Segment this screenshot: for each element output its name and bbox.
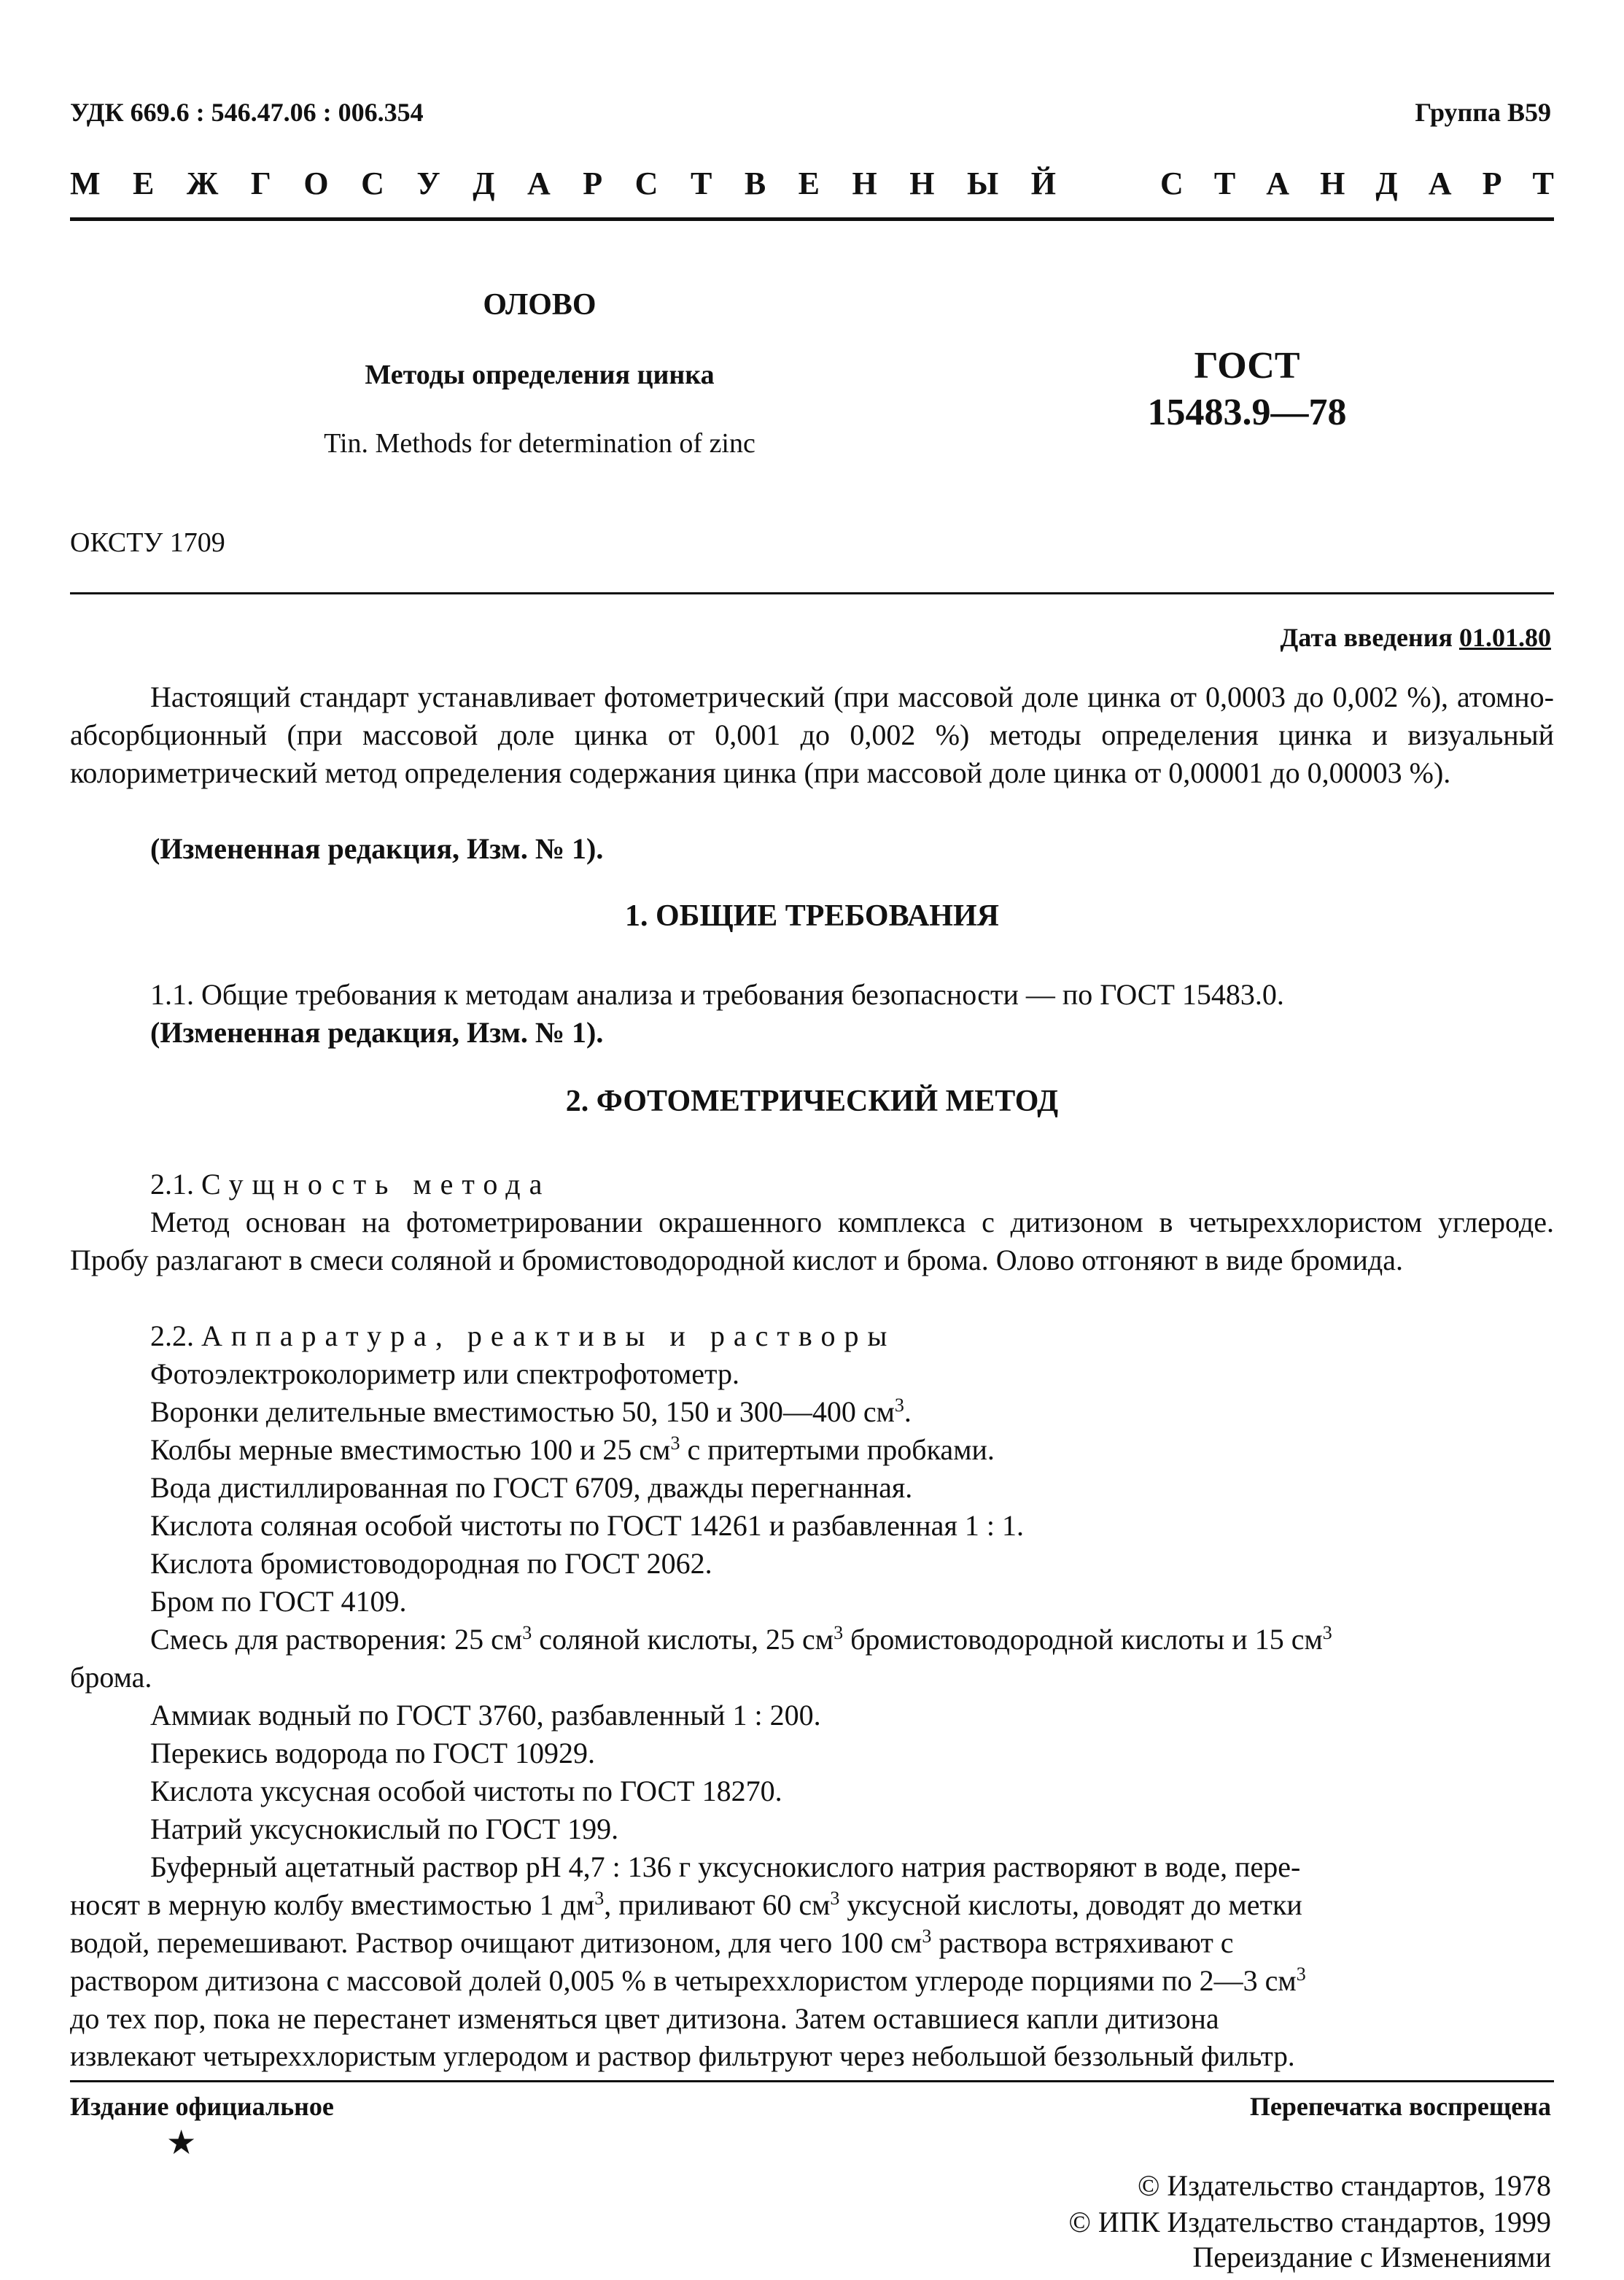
- banner-word-standard: [1160, 165, 1554, 203]
- banner-letter: Е: [798, 166, 820, 201]
- banner-letter: Н: [1320, 166, 1345, 201]
- banner-letter: В: [744, 166, 766, 201]
- clause-2-1-text: Метод основан на фотометрировании окрашенного комплекса с дитизоном в четыреххлористом углероде. Пробу разлагают в смеси соляной и бромистоводородной кислот и брома. Олово отгоняют в виде бромида.: [70, 1206, 1554, 1276]
- section-1-heading: 1. ОБЩИЕ ТРЕБОВАНИЯ: [625, 899, 999, 933]
- banner-letter: А: [527, 166, 551, 201]
- intro-paragraph: Настоящий стандарт устанавливает фотометрический (при массовой доле цинка от 0,0003 до 0,002 %), атомно-абсорбционный (при массовой доле цинка от 0,001 до 0,002 %) методы определения цинка и визуальный колориметрический метод определения содержания цинка (при массовой доле цинка от 0,00001 до 0,00003 %).: [70, 680, 1554, 789]
- banner-letter: У: [416, 166, 440, 201]
- clause-1-1: 1.1. Общие требования к методам анализа и требования безопасности — по ГОСТ 15483.0.: [150, 978, 1284, 1011]
- banner-letter: А: [1266, 166, 1290, 201]
- banner-letter: Й: [1030, 166, 1056, 201]
- title-rule: [70, 592, 1554, 594]
- banner-word-interstate: [70, 165, 1056, 203]
- banner-letter: С: [361, 166, 384, 201]
- buffer-line: водой, перемешивают. Раствор очищают дитизоном, для чего 100 $см^3$ раствора встряхивают с: [70, 1926, 1234, 1959]
- banner-letter: Т: [1532, 166, 1554, 201]
- list-item: Фотоэлектроколориметр или спектрофотометр.: [150, 1357, 740, 1390]
- banner-letter: А: [1428, 166, 1452, 201]
- star-icon: ★: [166, 2124, 197, 2161]
- clause-2-1-heading: [150, 1166, 551, 1203]
- list-item: Натрий уксуснокислый по ГОСТ 199.: [150, 1812, 619, 1845]
- footer-rule: [70, 2080, 1554, 2082]
- list-item-continuation: брома.: [70, 1661, 152, 1694]
- banner-letter: С: [1160, 166, 1184, 201]
- list-item: Бром по ГОСТ 4109.: [150, 1585, 407, 1618]
- banner-letter: Ы: [967, 166, 999, 201]
- gost-designation: [1094, 343, 1400, 436]
- buffer-line: раствором дитизона с массовой долей 0,005 % в четыреххлористом углероде порциями по 2—3 $см^3$: [70, 1963, 1306, 1997]
- buffer-line: до тех пор, пока не перестанет изменяться цвет дитизона. Затем оставшиеся капли дитизона: [70, 2002, 1219, 2035]
- buffer-line: извлекают четыреххлористым углеродом и раствор фильтруют через небольшой беззольный фильтр.: [70, 2041, 1295, 2072]
- gost-label: ГОСТ: [1194, 345, 1300, 387]
- copyright-1999: © ИПК Издательство стандартов, 1999: [1068, 2206, 1551, 2238]
- reissue-note: Переиздание с Изменениями: [1192, 2241, 1551, 2273]
- okstu-code: ОКСТУ 1709: [70, 527, 225, 558]
- clause-2-1-number: 2.1.: [150, 1168, 201, 1201]
- list-item: Вода дистиллированная по ГОСТ 6709, дважды перегнанная.: [150, 1471, 913, 1504]
- list-item: Смесь для растворения: 25 $см^3$ соляной кислоты, 25 $см^3$ бромистоводородной кислоты и 15 $см^3$: [150, 1622, 1332, 1656]
- udk-code: УДК 669.6 : 546.47.06 : 006.354: [70, 98, 424, 127]
- banner-letter: М: [70, 166, 101, 201]
- document-title: ОЛОВО: [483, 288, 597, 322]
- standard-banner: [70, 165, 1554, 203]
- list-item: Воронки делительные вместимостью 50, 150 и 300—400 $см^3$.: [150, 1395, 912, 1428]
- buffer-line: носят в мерную колбу вместимостью 1 $дм^3$, приливают 60 $см^3$ уксусной кислоты, доводят до метки: [70, 1888, 1302, 1921]
- banner-letter: Р: [583, 166, 603, 201]
- clause-1-1-amendment: (Измененная редакция, Изм. № 1).: [150, 1016, 604, 1049]
- banner-letter: Д: [473, 166, 495, 201]
- banner-letter: О: [303, 166, 329, 201]
- reprint-prohibited: Перепечатка воспрещена: [1249, 2092, 1551, 2121]
- list-item: Колбы мерные вместимостью 100 и 25 $см^3$ с притертыми пробками.: [150, 1432, 995, 1466]
- buffer-line: Буферный ацетатный раствор pH 4,7 : 136 г уксуснокислого натрия растворяют в воде, пере-: [150, 1850, 1301, 1883]
- section-2-heading: 2. ФОТОМЕТРИЧЕСКИЙ МЕТОД: [565, 1085, 1059, 1118]
- date-label: Дата введения: [1280, 623, 1459, 652]
- banner-letter: Т: [1213, 166, 1236, 201]
- banner-letter: Н: [852, 166, 877, 201]
- official-edition: Издание официальное: [70, 2092, 334, 2121]
- clause-2-2-title: Аппаратура, реактивы и растворы: [201, 1319, 896, 1352]
- banner-letter: Д: [1375, 166, 1398, 201]
- banner-letter: Р: [1482, 166, 1502, 201]
- header-rule: [70, 217, 1554, 221]
- list-item: Перекись водорода по ГОСТ 10929.: [150, 1737, 596, 1769]
- group-code: Группа В59: [1415, 98, 1551, 127]
- list-item: Кислота уксусная особой чистоты по ГОСТ 18270.: [150, 1775, 782, 1807]
- list-item: Кислота соляная особой чистоты по ГОСТ 14261 и разбавленная 1 : 1.: [150, 1509, 1024, 1542]
- date-value: 01.01.80: [1459, 623, 1551, 652]
- clause-2-2-heading: [150, 1317, 895, 1355]
- banner-letter: С: [634, 166, 658, 201]
- banner-letter: Ж: [186, 166, 219, 201]
- clause-2-2-number: 2.2.: [150, 1319, 201, 1352]
- copyright-1978: © Издательство стандартов, 1978: [1137, 2169, 1551, 2202]
- banner-letter: Н: [909, 166, 935, 201]
- gost-number: 15483.9—78: [1147, 392, 1347, 433]
- list-item: Кислота бромистоводородная по ГОСТ 2062.: [150, 1547, 712, 1580]
- intro-amendment: (Измененная редакция, Изм. № 1).: [150, 832, 604, 865]
- document-subtitle: Методы определения цинка: [365, 360, 715, 390]
- banner-letter: Г: [250, 166, 271, 201]
- banner-letter: Е: [133, 166, 155, 201]
- document-title-english: Tin. Methods for determination of zinc: [324, 428, 755, 459]
- banner-letter: Т: [690, 166, 712, 201]
- effective-date: [1281, 619, 1552, 656]
- list-item: Аммиак водный по ГОСТ 3760, разбавленный 1 : 200.: [150, 1699, 821, 1732]
- clause-2-1-title: Сущность метода: [201, 1168, 551, 1201]
